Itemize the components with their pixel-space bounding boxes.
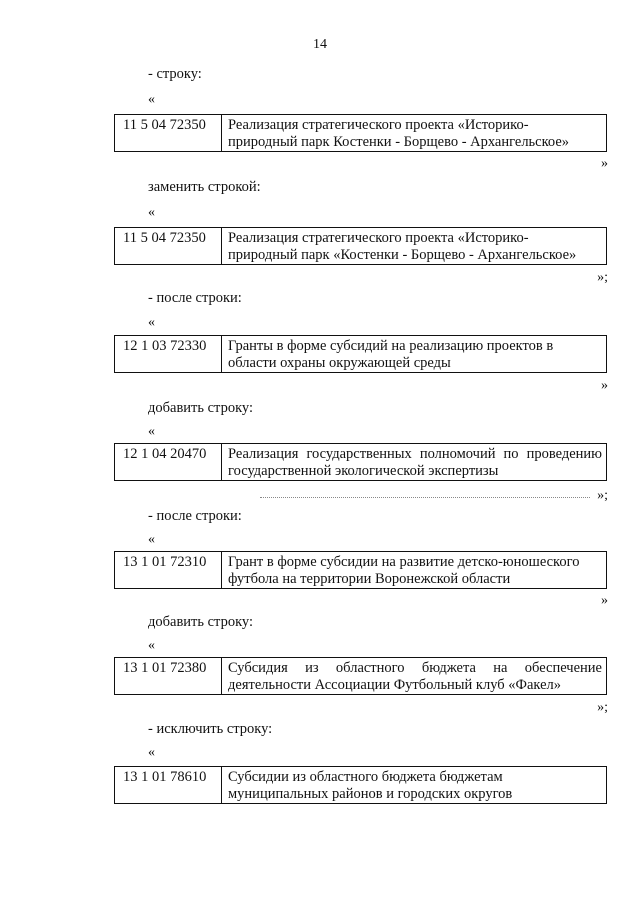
opening-quote: «	[148, 532, 155, 547]
opening-quote: «	[148, 315, 155, 330]
table-row	[114, 657, 607, 695]
table-row	[114, 335, 607, 373]
description-line: Реализация государственных полномочий по проведению	[228, 446, 602, 462]
classification-code: 13 1 01 78610	[115, 767, 222, 803]
classification-code: 13 1 01 72310	[115, 552, 222, 588]
instruction-label: - после строки:	[148, 508, 242, 524]
table-row	[114, 114, 607, 152]
description-line: Реализация стратегического проекта «Историко-	[228, 230, 529, 246]
row-description	[222, 115, 606, 151]
description-line: Субсидия из областного бюджета на обеспечение	[228, 660, 602, 676]
opening-quote: «	[148, 205, 155, 220]
row-description	[222, 228, 606, 264]
closing-quote: »	[601, 378, 608, 393]
opening-quote: «	[148, 424, 155, 439]
closing-quote: »;	[597, 270, 608, 285]
description-line: деятельности Ассоциации Футбольный клуб «Факел»	[228, 677, 562, 693]
description-line: Грант в форме субсидии на развитие детско-юношеского	[228, 554, 580, 570]
instruction-label: добавить строку:	[148, 614, 253, 630]
row-description	[222, 767, 606, 803]
description-line: природный парк Костенки - Борщево - Архангельское»	[228, 134, 570, 150]
opening-quote: «	[148, 92, 155, 107]
description-line: области охраны окружающей среды	[228, 355, 451, 371]
closing-quote: »	[601, 593, 608, 608]
instruction-label: добавить строку:	[148, 400, 253, 416]
classification-code: 12 1 04 20470	[115, 444, 222, 480]
table-row	[114, 443, 607, 481]
row-description	[222, 552, 606, 588]
dotted-rule	[260, 497, 590, 499]
description-line: Субсидии из областного бюджета бюджетам	[228, 769, 503, 785]
table-row	[114, 766, 607, 804]
description-line: Реализация стратегического проекта «Историко-	[228, 117, 529, 133]
description-line: футбола на территории Воронежской области	[228, 571, 511, 587]
classification-code: 13 1 01 72380	[115, 658, 222, 694]
page-number: 14	[313, 37, 327, 52]
instruction-label: - строку:	[148, 66, 202, 82]
description-line: природный парк «Костенки - Борщево - Архангельское»	[228, 247, 577, 263]
row-description	[222, 444, 606, 480]
table-row	[114, 227, 607, 265]
row-description	[222, 658, 606, 694]
instruction-label: заменить строкой:	[148, 179, 261, 195]
description-line: Гранты в форме субсидий на реализацию проектов в	[228, 338, 554, 354]
description-line: муниципальных районов и городских округов	[228, 786, 513, 802]
opening-quote: «	[148, 638, 155, 653]
instruction-label: - исключить строку:	[148, 721, 273, 737]
closing-quote: »;	[597, 488, 608, 503]
opening-quote: «	[148, 745, 155, 760]
table-row	[114, 551, 607, 589]
closing-quote: »	[601, 156, 608, 171]
description-line: государственной экологической экспертизы	[228, 463, 499, 479]
classification-code: 11 5 04 72350	[115, 228, 222, 264]
row-description	[222, 336, 606, 372]
classification-code: 12 1 03 72330	[115, 336, 222, 372]
closing-quote: »;	[597, 700, 608, 715]
classification-code: 11 5 04 72350	[115, 115, 222, 151]
instruction-label: - после строки:	[148, 290, 242, 306]
